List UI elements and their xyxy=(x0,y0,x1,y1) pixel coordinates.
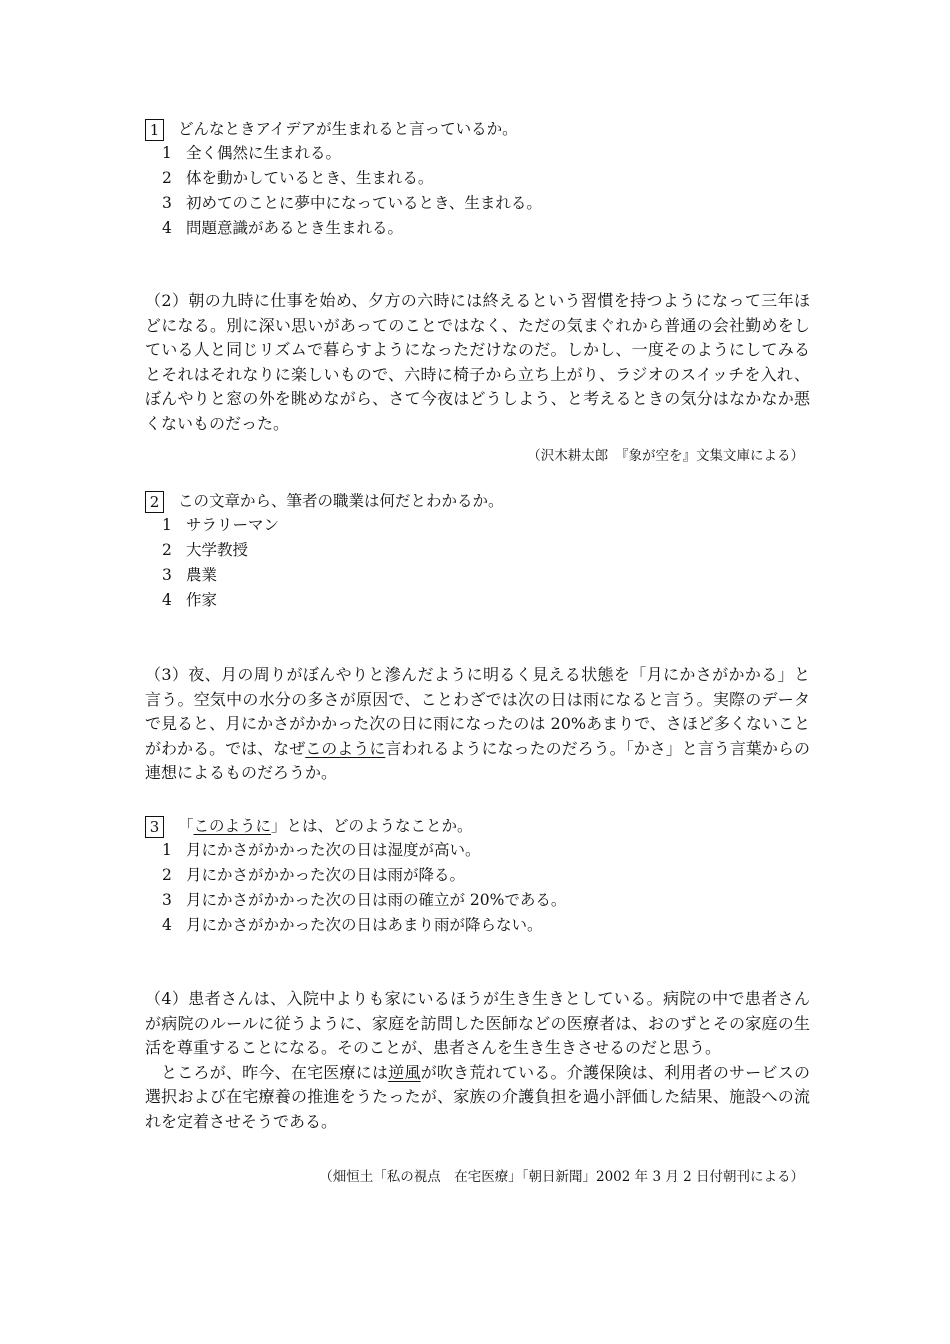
option-number: 4 xyxy=(162,916,172,934)
question-3 xyxy=(145,814,566,938)
option-number: 4 xyxy=(162,219,172,237)
option-text: 作家 xyxy=(186,591,218,609)
option-number: 1 xyxy=(162,144,172,162)
passage-2 xyxy=(145,289,810,437)
option xyxy=(145,513,504,538)
option-text: 大学教授 xyxy=(186,541,249,559)
question-1-stem xyxy=(145,117,542,141)
passage-4-paragraph-2 xyxy=(145,1061,810,1135)
option xyxy=(145,166,542,191)
question-1 xyxy=(145,117,542,241)
underlined-phrase: このように xyxy=(193,817,272,835)
question-3-stem xyxy=(145,814,566,838)
passage-4 xyxy=(145,987,810,1135)
option xyxy=(145,588,504,613)
option-text: 体を動かしているとき、生まれる。 xyxy=(186,169,434,187)
passage-4-text-before: ところが、昨今、在宅医療には xyxy=(161,1062,389,1082)
option xyxy=(145,191,542,216)
passage-4-paragraph-1: （4）患者さんは、入院中よりも家にいるほうが生き生きとしている。病院の中で患者さんが病院のルールに従うように、家庭を訪問した医師などの医療者は、おのずとその家庭の生活を尊重することになる。そのことが、患者さんを生き生きさせるのだと思う。 xyxy=(145,989,810,1058)
option-text: 全く偶然に生まれる。 xyxy=(186,144,342,162)
option-text: 月にかさがかかった次の日は湿度が高い。 xyxy=(186,841,481,859)
option xyxy=(145,913,566,938)
question-number-box: 1 xyxy=(145,119,164,141)
question-2 xyxy=(145,489,504,613)
option-number: 3 xyxy=(162,891,172,909)
passage-4-text-after: が吹き荒れている。介護保険は、利用者のサービスの選択および在宅療養の推進をうたったが、家族の介護負担を過小評価した結果、施設への流れを定着させそうである。 xyxy=(145,1062,810,1131)
passage-4-source: （畑恒土「私の視点 在宅医療」「朝日新聞」2002 年 3 月 2 日付朝刊による） xyxy=(319,1169,804,1185)
underlined-phrase: このように xyxy=(305,738,386,758)
question-2-stem xyxy=(145,489,504,513)
question-number-box: 3 xyxy=(145,816,164,838)
passage-3-text-before: （3）夜、月の周りがぼんやりと滲んだように明るく見える状態を「月にかさがかかる」と言う。空気中の水分の多さが原因で、ことわざでは次の日は雨になると言う。実際のデータで見ると、月にかさがかかった次の日に雨になったのは 20%あまりで、さほど多くないことがわかる。では、なぜ xyxy=(145,665,810,758)
question-quote-open: 「 xyxy=(178,817,194,835)
option xyxy=(145,838,566,863)
passage-3-text-after: 言われるようになったのだろう。「かさ」と言う言葉からの連想によるものだろうか。 xyxy=(145,738,810,783)
option xyxy=(145,863,566,888)
option-text: 月にかさがかかった次の日は雨が降る。 xyxy=(186,866,466,884)
option-text: 月にかさがかかった次の日は雨の確立が 20%である。 xyxy=(186,891,567,909)
option xyxy=(145,141,542,166)
option-text: 農業 xyxy=(186,566,218,584)
option xyxy=(145,563,504,588)
question-text: この文章から、筆者の職業は何だとわかるか。 xyxy=(178,492,504,510)
passage-2-source: （沢木耕太郎 『象が空を』文集文庫による） xyxy=(527,448,804,464)
option-text: 問題意識があるとき生まれる。 xyxy=(186,219,404,237)
option-text: サラリーマン xyxy=(186,516,280,534)
passage-3-text xyxy=(145,663,810,786)
option-number: 1 xyxy=(162,841,172,859)
option-number: 2 xyxy=(162,169,172,187)
passage-3 xyxy=(145,663,810,786)
option-number: 3 xyxy=(162,566,172,584)
option xyxy=(145,888,566,913)
option-number: 4 xyxy=(162,591,172,609)
option-number: 2 xyxy=(162,541,172,559)
underlined-phrase: 逆風 xyxy=(388,1062,421,1082)
option xyxy=(145,216,542,241)
option xyxy=(145,538,504,563)
question-text: どんなときアイデアが生まれると言っているか。 xyxy=(178,120,518,138)
option-number: 2 xyxy=(162,866,172,884)
option-number: 3 xyxy=(162,194,172,212)
question-text: 」とは、どのようなことか。 xyxy=(271,817,473,835)
question-number-box: 2 xyxy=(145,491,164,513)
option-text: 月にかさがかかった次の日はあまり雨が降らない。 xyxy=(186,916,543,934)
option-number: 1 xyxy=(162,516,172,534)
passage-2-text: （2）朝の九時に仕事を始め、夕方の六時には終えるという習慣を持つようになって三年ほどになる。別に深い思いがあってのことではなく、ただの気まぐれから普通の会社勤めをしている人と同じリズムで暮らすようになっただけなのだ。しかし、一度そのようにしてみるとそれはそれなりに楽しいもので、六時に椅子から立ち上がり、ラジオのスイッチを入れ、ぼんやりと窓の外を眺めながら、さて今夜はどうしよう、と考えるときの気分はなかなか悪くないものだった。 xyxy=(145,291,810,433)
option-text: 初めてのことに夢中になっているとき、生まれる。 xyxy=(186,194,542,212)
